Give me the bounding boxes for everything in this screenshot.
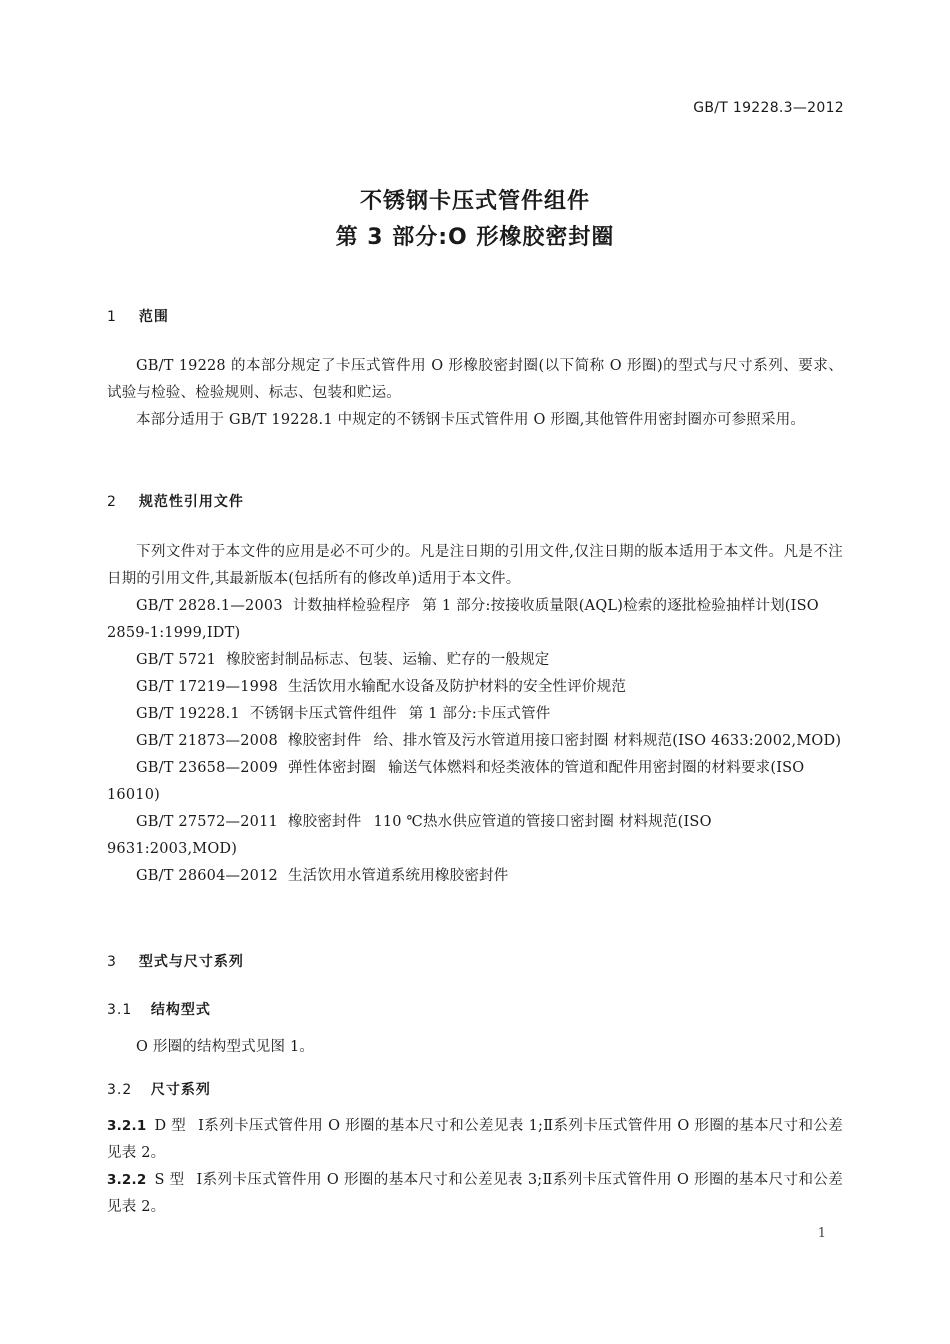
clause-number: 3.2.1	[107, 1118, 147, 1134]
reference-item	[107, 755, 843, 809]
reference-code: GB/T 21873—2008	[136, 733, 278, 749]
document-title-line1: 不锈钢卡压式管件组件	[359, 189, 590, 214]
reference-code: GB/T 17219—1998	[136, 679, 278, 695]
paragraph: 下列文件对于本文件的应用是必不可少的。凡是注日期的引用文件,仅注日期的版本适用于本文件。凡是不注日期的引用文件,其最新版本(包括所有的修改单)适用于本文件。	[107, 544, 843, 587]
reference-title: 生活饮用水输配水设备及防护材料的安全性评价规范	[287, 679, 627, 695]
section-title: 规范性引用文件	[138, 494, 244, 510]
section-3-heading	[107, 951, 244, 971]
clause-text: Ⅰ系列卡压式管件用 O 形圈的基本尺寸和公差见表 3;Ⅱ系列卡压式管件用 O 形圈的基本尺寸和公差见表 2。	[107, 1172, 843, 1215]
clause-type: D 型	[154, 1118, 187, 1134]
clause-item	[107, 1113, 843, 1167]
reference-item	[107, 647, 843, 674]
section-1-heading	[107, 306, 169, 326]
subsection-number: 3.1	[107, 1002, 133, 1018]
paragraph: GB/T 19228 的本部分规定了卡压式管件用 O 形橡胶密封圈(以下简称 O 形圈)的型式与尺寸系列、要求、试验与检验、检验规则、标志、包装和贮运。	[107, 358, 843, 401]
reference-item	[107, 674, 843, 701]
reference-item	[107, 809, 843, 863]
paragraph: O 形圈的结构型式见图 1。	[136, 1039, 315, 1055]
reference-code: GB/T 28604—2012	[136, 868, 278, 884]
section-2-heading	[107, 491, 244, 511]
reference-code: GB/T 2828.1—2003	[136, 598, 283, 614]
standard-code: GB/T 19228.3—2012	[693, 100, 844, 116]
reference-code: GB/T 19228.1	[136, 706, 240, 722]
section-3-2-heading	[107, 1079, 211, 1099]
document-title-line2: 第 3 部分:O 形橡胶密封圈	[335, 225, 615, 250]
section-title: 型式与尺寸系列	[138, 954, 244, 970]
clause-item	[107, 1167, 843, 1221]
clause-number: 3.2.2	[107, 1172, 147, 1188]
reference-code: GB/T 5721	[136, 652, 217, 668]
reference-code: GB/T 27572—2011	[136, 814, 278, 830]
section-3-1-heading	[107, 999, 211, 1019]
reference-rest: 第 1 部分:按接收质量限(AQL)检索的逐批检验抽样计划(ISO 2859-1:1999,IDT)	[107, 598, 819, 641]
section-number: 1	[107, 309, 117, 325]
reference-rest: 给、排水管及污水管道用接口密封圈 材料规范(ISO 4633:2002,MOD)	[373, 733, 842, 749]
reference-rest: 输送气体燃料和烃类液体的管道和配件用密封圈的材料要求(ISO 16010)	[107, 760, 805, 803]
section-3-2-body	[107, 1113, 843, 1221]
clause-text: Ⅰ系列卡压式管件用 O 形圈的基本尺寸和公差见表 1;Ⅱ系列卡压式管件用 O 形圈的基本尺寸和公差见表 2。	[107, 1118, 843, 1161]
subsection-title: 尺寸系列	[150, 1082, 211, 1098]
section-number: 2	[107, 494, 117, 510]
reference-title: 不锈钢卡压式管件组件	[249, 706, 397, 722]
subsection-number: 3.2	[107, 1082, 133, 1098]
reference-title: 橡胶密封件	[287, 733, 362, 749]
reference-title: 弹性体密封圈	[287, 760, 377, 776]
page-number: 1	[817, 1226, 826, 1241]
section-2-body	[107, 539, 843, 890]
section-3-1-body	[107, 1034, 843, 1061]
reference-title: 橡胶密封件	[287, 814, 362, 830]
paragraph: 本部分适用于 GB/T 19228.1 中规定的不锈钢卡压式管件用 O 形圈,其他管件用密封圈亦可参照采用。	[136, 412, 806, 428]
reference-item	[107, 863, 843, 890]
section-1-body	[107, 353, 843, 434]
subsection-title: 结构型式	[150, 1002, 211, 1018]
reference-item	[107, 701, 843, 728]
reference-title: 生活饮用水管道系统用橡胶密封件	[287, 868, 509, 884]
reference-item	[107, 593, 843, 647]
section-title: 范围	[138, 309, 169, 325]
section-number: 3	[107, 954, 117, 970]
reference-rest: 第 1 部分:卡压式管件	[408, 706, 551, 722]
reference-title: 计数抽样检验程序	[292, 598, 411, 614]
reference-rest: 110 ℃热水供应管道的管接口密封圈 材料规范(ISO 9631:2003,MOD)	[107, 814, 712, 857]
reference-code: GB/T 23658—2009	[136, 760, 278, 776]
reference-item	[107, 728, 843, 755]
clause-type: S 型	[154, 1172, 185, 1188]
reference-title: 橡胶密封制品标志、包装、运输、贮存的一般规定	[226, 652, 550, 668]
